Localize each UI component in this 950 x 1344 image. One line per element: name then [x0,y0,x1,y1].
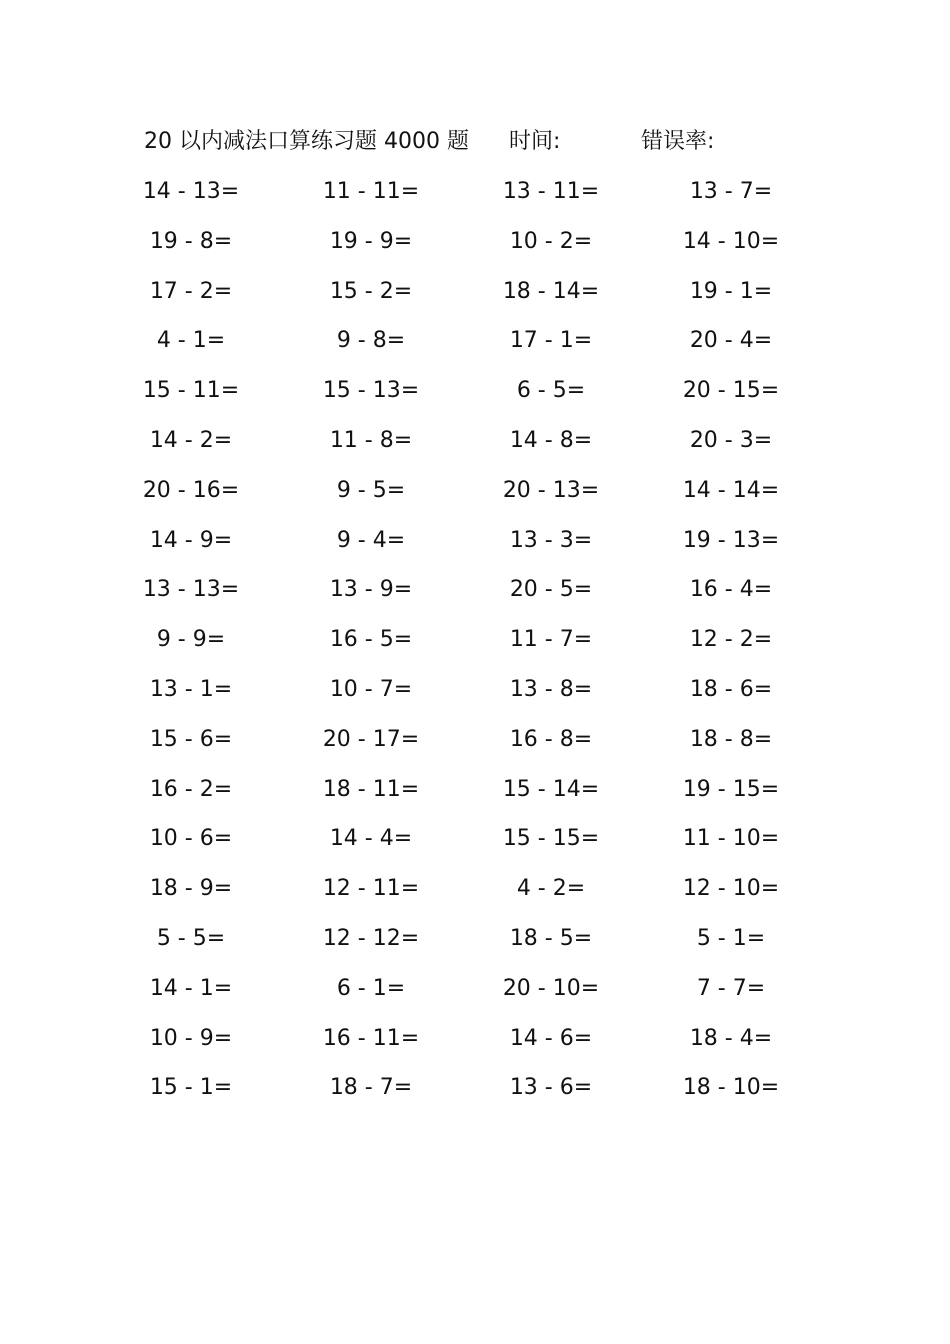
problem-item: 19 - 8= [149,228,233,254]
problem-item: 18 - 5= [509,925,593,951]
problem-item: 13 - 8= [509,676,593,702]
problem-row [0,225,950,275]
problem-item: 4 - 1= [156,328,226,354]
problem-item: 6 - 1= [336,975,406,1001]
problem-item: 20 - 16= [142,477,240,503]
problem-item: 10 - 6= [149,826,233,852]
problem-item: 20 - 17= [322,726,420,752]
problem-row [0,573,950,623]
problem-item: 10 - 7= [329,676,413,702]
problem-item: 12 - 2= [689,627,773,653]
problem-row [0,773,950,823]
problem-row [0,822,950,872]
problem-item: 5 - 5= [156,925,226,951]
problem-item: 15 - 13= [322,378,420,404]
problem-item: 9 - 9= [156,627,226,653]
problem-grid [0,175,950,1121]
problem-item: 15 - 6= [149,726,233,752]
problem-item: 15 - 11= [142,378,240,404]
problem-item: 13 - 11= [502,179,600,204]
problem-item: 20 - 3= [689,427,773,453]
problem-item: 14 - 10= [682,228,780,254]
problem-row [0,972,950,1022]
problem-row [0,524,950,574]
problem-item: 13 - 6= [509,1075,593,1101]
problem-row [0,474,950,524]
problem-row [0,872,950,922]
problem-item: 14 - 13= [142,179,240,204]
problem-row [0,324,950,374]
problem-item: 9 - 4= [336,527,406,553]
problem-row [0,275,950,325]
problem-row [0,1022,950,1072]
problem-item: 11 - 11= [322,179,420,204]
problem-item: 13 - 9= [329,577,413,603]
problem-item: 12 - 11= [322,876,420,902]
problem-item: 5 - 1= [696,925,766,951]
problem-item: 18 - 4= [689,1025,773,1051]
problem-item: 15 - 2= [329,278,413,304]
problem-item: 13 - 13= [142,577,240,603]
problem-item: 13 - 3= [509,527,593,553]
problem-row [0,1071,950,1121]
problem-item: 9 - 5= [336,477,406,503]
worksheet-title: 20 以内减法口算练习题 4000 题 [144,129,469,154]
problem-item: 11 - 8= [329,427,413,453]
problem-row [0,175,950,225]
problem-row [0,922,950,972]
problem-item: 14 - 4= [329,826,413,852]
time-label: 时间: [509,129,561,154]
problem-item: 20 - 10= [502,975,600,1001]
problem-item: 18 - 9= [149,876,233,902]
problem-item: 16 - 4= [689,577,773,603]
problem-item: 4 - 2= [516,876,586,902]
problem-item: 18 - 10= [682,1075,780,1101]
problem-item: 18 - 7= [329,1075,413,1101]
problem-item: 18 - 11= [322,776,420,802]
problem-item: 19 - 9= [329,228,413,254]
problem-item: 14 - 6= [509,1025,593,1051]
problem-row [0,424,950,474]
problem-item: 9 - 8= [336,328,406,354]
problem-item: 14 - 14= [682,477,780,503]
problem-item: 20 - 4= [689,328,773,354]
problem-item: 19 - 13= [682,527,780,553]
problem-item: 17 - 1= [509,328,593,354]
problem-item: 17 - 2= [149,278,233,304]
problem-row [0,723,950,773]
problem-row [0,374,950,424]
problem-item: 14 - 2= [149,427,233,453]
problem-item: 14 - 8= [509,427,593,453]
problem-item: 14 - 1= [149,975,233,1001]
problem-item: 18 - 8= [689,726,773,752]
problem-item: 11 - 7= [509,627,593,653]
problem-item: 12 - 10= [682,876,780,902]
problem-item: 13 - 7= [689,179,773,204]
problem-item: 10 - 2= [509,228,593,254]
problem-item: 16 - 5= [329,627,413,653]
problem-row [0,623,950,673]
problem-item: 16 - 11= [322,1025,420,1051]
problem-item: 16 - 8= [509,726,593,752]
problem-item: 12 - 12= [322,925,420,951]
problem-item: 11 - 10= [682,826,780,852]
problem-item: 7 - 7= [696,975,766,1001]
problem-item: 20 - 5= [509,577,593,603]
problem-item: 14 - 9= [149,527,233,553]
problem-item: 15 - 15= [502,826,600,852]
problem-row [0,673,950,723]
problem-item: 18 - 14= [502,278,600,304]
problem-item: 18 - 6= [689,676,773,702]
problem-item: 19 - 1= [689,278,773,304]
problem-item: 13 - 1= [149,676,233,702]
problem-item: 10 - 9= [149,1025,233,1051]
problem-item: 19 - 15= [682,776,780,802]
problem-item: 15 - 1= [149,1075,233,1101]
problem-item: 20 - 15= [682,378,780,404]
problem-item: 16 - 2= [149,776,233,802]
error-rate-label: 错误率: [641,129,715,154]
problem-item: 15 - 14= [502,776,600,802]
problem-item: 6 - 5= [516,378,586,404]
problem-item: 20 - 13= [502,477,600,503]
worksheet-header [144,126,844,158]
